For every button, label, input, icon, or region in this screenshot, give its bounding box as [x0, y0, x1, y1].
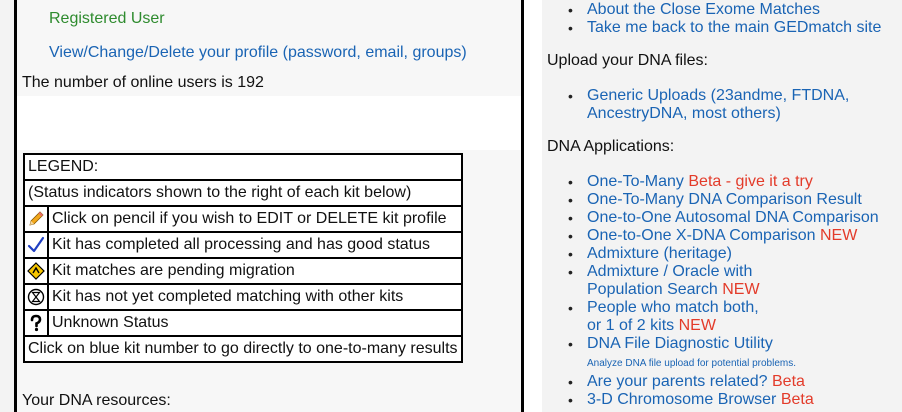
question-mark-icon [27, 314, 45, 332]
legend-title: LEGEND: [24, 154, 462, 180]
chromosome-browser-link[interactable]: 3-D Chromosome Browser [587, 391, 777, 408]
legend-table [23, 153, 463, 363]
legend-title-row [24, 154, 462, 180]
legend-row [24, 310, 462, 336]
legend-row-text: Unknown Status [48, 310, 462, 336]
legend-footer-row [24, 336, 462, 362]
apps-heading: DNA Applications: [547, 138, 675, 155]
dna-resources-heading: Your DNA resources: [22, 392, 171, 409]
list-item [587, 173, 879, 191]
list-item [587, 227, 879, 245]
upload-heading: Upload your DNA files: [547, 52, 708, 69]
main-site-link[interactable]: Take me back to the main GEDmatch site [587, 19, 882, 36]
generic-uploads-link[interactable] [587, 87, 849, 122]
apps-list [587, 173, 879, 409]
hourglass-icon [27, 288, 45, 306]
legend-row [24, 232, 462, 258]
new-badge: NEW [722, 281, 760, 298]
top-links-list [587, 1, 881, 37]
oracle-line1: Admixture / Oracle with [587, 263, 753, 280]
list-item [587, 87, 849, 123]
new-badge: NEW [678, 317, 716, 334]
legend-row [24, 258, 462, 284]
list-item [587, 263, 879, 299]
beta-badge: Beta [772, 373, 805, 390]
registered-user-label: Registered User [49, 10, 165, 27]
diagnostic-link[interactable]: DNA File Diagnostic Utility [587, 335, 773, 352]
legend-row-text: Kit matches are pending migration [48, 258, 462, 284]
legend-subtitle: (Status indicators shown to the right of each kit below) [24, 180, 462, 206]
left-gutter [0, 0, 14, 412]
list-item [587, 299, 879, 335]
legend-row-text: Kit has completed all processing and has good status [48, 232, 462, 258]
list-item [587, 1, 881, 19]
online-users-count: The number of online users is 192 [22, 74, 264, 91]
profile-link[interactable]: View/Change/Delete your profile (password, email, groups) [49, 44, 467, 61]
legend-subtitle-row [24, 180, 462, 206]
legend-footer: Click on blue kit number to go directly to one-to-many results [24, 336, 462, 362]
list-item [587, 19, 881, 37]
one-to-many-link[interactable]: One-To-Many [587, 173, 684, 190]
autosomal-link[interactable]: One-to-One Autosomal DNA Comparison [587, 209, 879, 226]
legend-row-text: Kit has not yet completed matching with other kits [48, 284, 462, 310]
list-item [587, 391, 879, 409]
list-item [587, 191, 879, 209]
generic-uploads-line2: AncestryDNA, most others) [587, 105, 781, 122]
list-item [587, 335, 879, 353]
comparison-result-link[interactable]: One-To-Many DNA Comparison Result [587, 191, 862, 208]
legend-row [24, 284, 462, 310]
checkmark-icon [27, 236, 45, 254]
warning-diamond-icon [27, 262, 45, 280]
admixture-link[interactable]: Admixture (heritage) [587, 245, 732, 262]
list-item [587, 209, 879, 227]
pencil-icon [27, 210, 45, 228]
column-gap [524, 0, 542, 412]
people-line2: or 1 of 2 kits [587, 317, 675, 334]
upload-list [587, 87, 849, 123]
beta-badge: Beta [780, 391, 814, 408]
people-match-link[interactable] [587, 299, 759, 334]
diagnostic-note-item [587, 353, 879, 373]
list-item [587, 245, 879, 263]
parents-related-link[interactable]: Are your parents related? [587, 373, 768, 390]
generic-uploads-line1: Generic Uploads (23andme, FTDNA, [587, 87, 850, 104]
spacer-box [17, 96, 521, 150]
xdna-link[interactable]: One-to-One X-DNA Comparison [587, 227, 816, 244]
new-badge: NEW [819, 227, 858, 244]
one-to-many-beta-badge: Beta - give it a try [688, 173, 813, 190]
diagnostic-note: Analyze DNA file upload for potential problems. [587, 358, 797, 369]
legend-row [24, 206, 462, 232]
people-line1: People who match both, [587, 299, 759, 316]
oracle-line2: Population Search [587, 281, 718, 298]
close-exome-link[interactable]: About the Close Exome Matches [587, 1, 821, 18]
list-item [587, 373, 879, 391]
legend-row-text: Click on pencil if you wish to EDIT or DELETE kit profile [48, 206, 462, 232]
